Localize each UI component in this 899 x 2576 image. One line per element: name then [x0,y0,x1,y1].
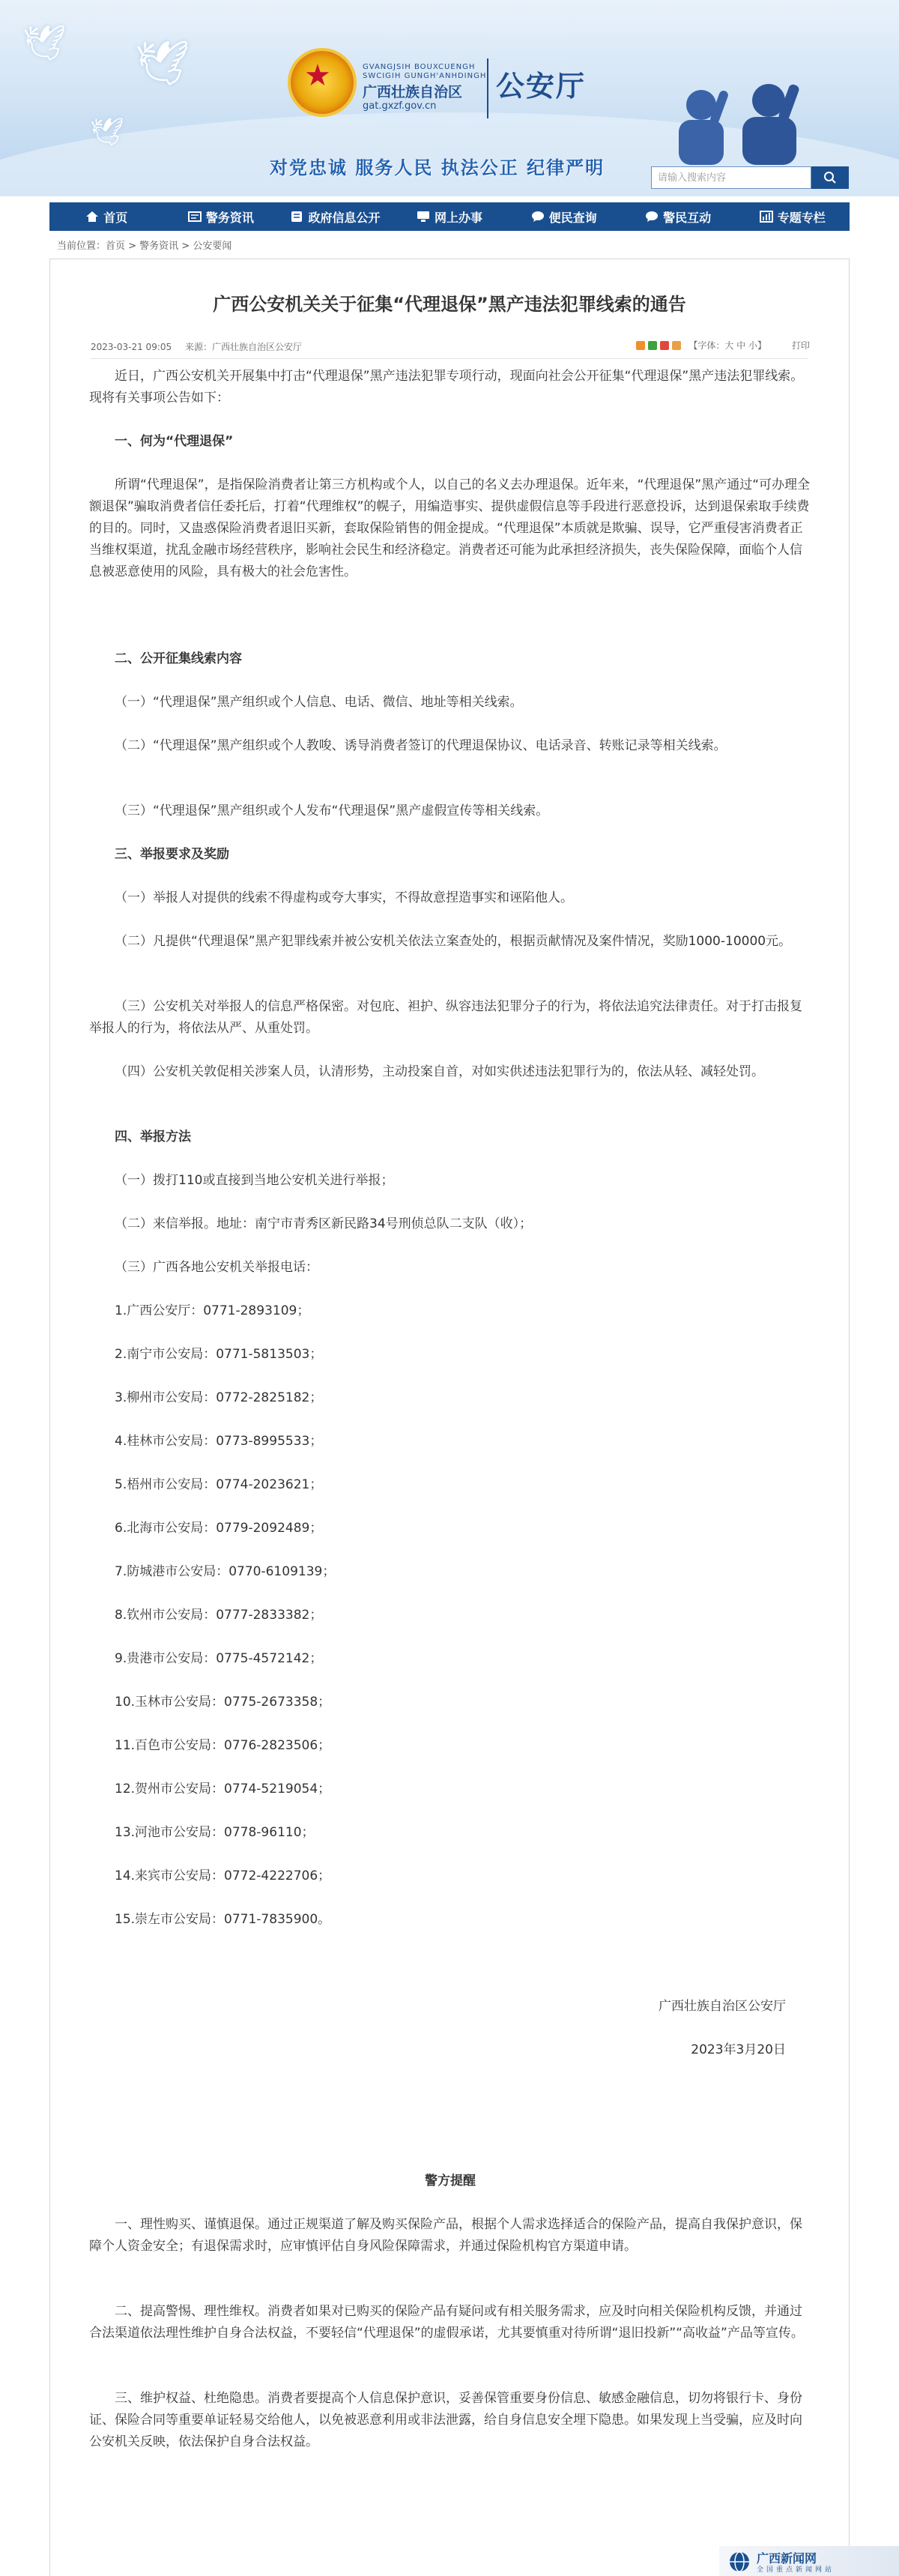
phone-item: 5.梧州市公安局：0774-2023621； [115,1477,323,1492]
news-site-logo [719,2546,899,2576]
police-emblem-icon: ★ [291,51,354,114]
font-size-switch[interactable]: 【字体：大 中 小】 [688,340,766,351]
nav-item-label: 网上办事 [435,210,483,225]
site-subtitle: GVANGJSIH BOUXCUENGH SWCIGIH GUNGH'ANHDINGH [363,63,487,80]
home-icon [85,211,99,223]
article-tools [636,339,810,352]
phone-item: 9.贵港市公安局：0775-4572142； [115,1651,323,1666]
tip-paragraph: 二、提高警惕、理性维权。消费者如果对已购买的保险产品有疑问或有相关服务需求，应及时向相关保险机构反馈，并通过合法渠道依法理性维护自身合法权益，不要轻信“代理退保”的虚假承诺，尤其要慎重对待所谓“退旧投新”“高收益”产品等宣传。 [89,2304,804,2341]
paragraph: （四）公安机关敦促相关涉案人员，认清形势，主动投案自首，对如实供述违法犯罪行为的，依法从轻、减轻处罚。 [115,1064,764,1079]
signature: 广西壮族自治区公安厅 [659,1999,786,2014]
section-heading: 一、何为“代理退保” [115,434,234,449]
section-heading: 二、公开征集线索内容 [115,651,242,666]
nav-item-label: 警务资讯 [205,210,254,225]
nav-item-label: 政府信息公开 [308,210,381,225]
publish-date: 2023-03-21 09:05 [91,342,172,352]
more-icon[interactable] [672,341,681,350]
paragraph: （二）来信举报。地址：南宁市青秀区新民路34号刑侦总队二支队（收）； [115,1216,533,1231]
site-domain: gat.gxzf.gov.cn [363,100,437,112]
nav-item-label: 便民查询 [548,210,597,225]
paragraph: （一）举报人对提供的线索不得虚构或夸大事实，不得故意捏造事实和诬陷他人。 [115,890,573,905]
phone-item: 1.广西公安厅：0771-2893109； [115,1303,310,1318]
dove-icon: 🕊 [22,22,67,63]
info-icon [290,211,303,223]
nav-item-label: 专题专栏 [777,210,826,225]
globe-icon [728,2551,751,2573]
share-icon[interactable] [636,341,645,350]
phone-item: 13.河池市公安局：0778-96110； [115,1825,315,1840]
nav-item-info[interactable] [278,202,393,231]
article-title: 广西公安机关关于征集“代理退保”黑产违法犯罪线索的通告 [213,294,686,315]
news-site-subtitle: 全国重点新闻网站 [757,2566,835,2574]
breadcrumb: 当前位置：首页 > 警务资讯 > 公安要闻 [57,241,232,252]
phone-item: 12.贺州市公安局：0774-5219054； [115,1782,331,1797]
section-heading: 四、举报方法 [115,1129,191,1144]
dove-icon: 🕊 [135,37,190,88]
computer-icon [417,211,430,223]
site-header [0,0,899,196]
police-silhouette-icon [649,82,836,165]
phone-item: 11.百色市公安局：0776-2823506； [115,1738,331,1753]
nav-item-interact[interactable] [621,202,736,231]
nav-item-label: 首页 [103,210,128,225]
share-buttons [636,341,681,350]
news-site-title: 广西新闻网 [757,2551,817,2566]
article-meta [91,340,312,353]
search-icon [823,171,837,184]
chat-icon [531,211,545,223]
paragraph: （二）“代理退保”黑产组织或个人教唆、诱导消费者签订的代理退保协议、电话录音、转账记录等相关线索。 [115,738,727,753]
phone-item: 2.南宁市公安局：0771-5813503； [115,1347,323,1362]
phone-item: 15.崇左市公安局：0771-7835900。 [115,1912,331,1927]
section-heading: 三、举报要求及奖励 [115,847,229,862]
article-source: 来源：广西壮族自治区公安厅 [184,342,302,352]
phone-item: 3.柳州市公安局：0772-2825182； [115,1390,323,1405]
paragraph: 近日，广西公安机关开展集中打击“代理退保”黑产违法犯罪专项行动，现面向社会公开征集“代理退保”黑产违法犯罪线索。现将有关事项公告如下： [89,369,804,405]
sign-date: 2023年3月20日 [691,2042,786,2057]
wechat-icon[interactable] [648,341,657,350]
tips-title: 警方提醒 [425,2174,476,2189]
main-nav [49,202,850,231]
search-button[interactable] [811,166,849,189]
paragraph: （一）“代理退保”黑产组织或个人信息、电话、微信、地址等相关线索。 [115,695,523,710]
paragraph: （一）拨打110或直接到当地公安机关进行举报； [115,1173,394,1188]
nav-item-query[interactable] [506,202,621,231]
paragraph: 所谓“代理退保”，是指保险消费者让第三方机构或个人，以自己的名义去办理退保。近年来，“代理退保”黑产通过“可办理全额退保”骗取消费者信任委托后，打着“代理维权”的幌子，用编造事实、提供虚假信息等手段进行恶意投诉，达到退保索取手续费的目的。同时，又蛊惑保险消费者退旧买新，套取保险销售的佣金提成。“代理退保”本质就是欺骗、误导，它严重侵害消费者正当维权渠道，扰乱金融市场经营秩序，影响社会民生和经济稳定。消费者还可能为此承担经济损失，丧失保险保障，面临个人信息被恶意使用的风险，具有极大的社会危害性。 [89,477,811,579]
chart-icon [760,211,773,223]
weibo-icon[interactable] [660,341,669,350]
department-name: 公安厅 [496,70,587,103]
phone-item: 6.北海市公安局：0779-2092489； [115,1521,323,1536]
paragraph: （三）广西各地公安机关举报电话： [115,1260,318,1275]
phone-item: 10.玉林市公安局：0775-2673358； [115,1695,331,1710]
phone-item: 8.钦州市公安局：0777-2833382； [115,1608,323,1623]
paragraph: （二）凡提供“代理退保”黑产犯罪线索并被公安机关依法立案查处的，根据贡献情况及案件情况，奖励1000-10000元。 [115,934,792,949]
nav-item-home[interactable] [49,202,164,231]
region-name: 广西壮族自治区 [363,84,463,100]
tip-paragraph: 一、理性购买、谨慎退保。通过正规渠道了解及购买保险产品，根据个人需求选择适合的保险产品，提高自我保护意识，保障个人资金安全；有退保需求时，应审慎评估自身风险保障需求，并通过保险机构官方渠道申请。 [89,2217,802,2254]
news-icon [188,211,202,223]
paragraph: （三）“代理退保”黑产组织或个人发布“代理退保”黑产虚假宣传等相关线索。 [115,803,549,818]
nav-item-label: 警民互动 [663,210,712,225]
tip-paragraph: 三、维护权益、杜绝隐患。消费者要提高个人信息保护意识，妥善保管重要身份信息、敏感金融信息，切勿将银行卡、身份证、保险合同等重要单证轻易交给他人，以免被恶意利用或非法泄露，给自身信息安全埋下隐患。如果发现上当受骗，应及时向公安机关反映，依法保护自身合法权益。 [89,2391,802,2449]
phone-item: 7.防城港市公安局：0770-6109139； [115,1564,336,1579]
print-button[interactable]: 打印 [791,340,810,351]
nav-item-online[interactable] [393,202,507,231]
article-container [49,259,850,2576]
phone-item: 4.桂林市公安局：0773-8995533； [115,1434,323,1449]
search-input[interactable]: 请输入搜索内容 [651,166,811,189]
paragraph: （三）公安机关对举报人的信息严格保密。对包庇、袒护、纵容违法犯罪分子的行为，将依法追究法律责任。对于打击报复举报人的行为，将依法从严、从重处罚。 [89,999,802,1036]
nav-item-news[interactable] [164,202,279,231]
dove-icon: 🕊 [90,117,124,148]
nav-item-topics[interactable] [735,202,850,231]
slogan: 对党忠诚 服务人民 执法公正 纪律严明 [270,157,605,178]
chat-icon [645,211,659,223]
phone-item: 14.来宾市公安局：0772-4222706； [115,1868,331,1883]
